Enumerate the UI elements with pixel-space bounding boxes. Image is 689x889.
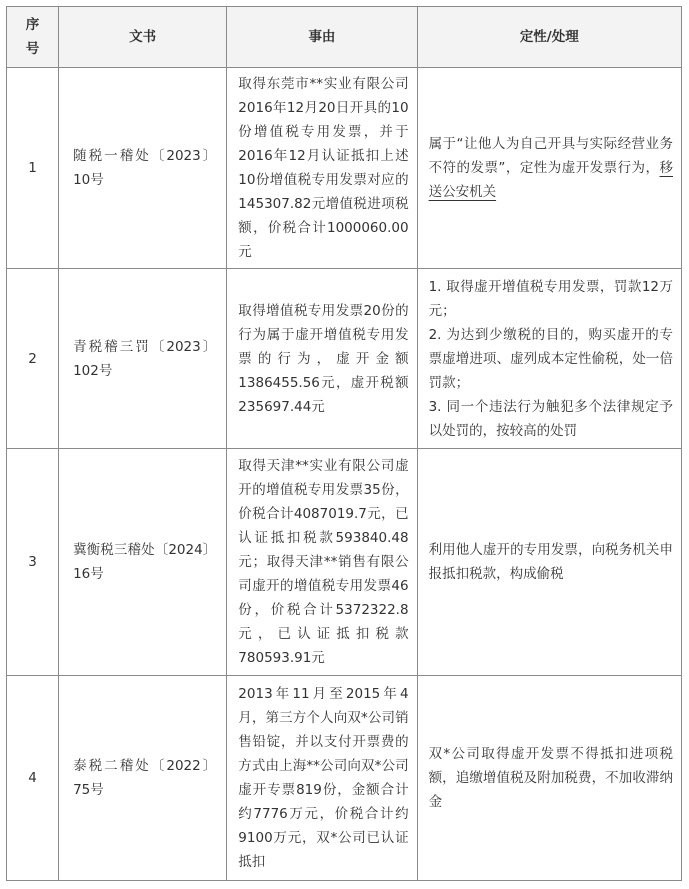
result-text: 利用他人虚开的专用发票，向税务机关申报抵扣税款，构成偷税: [428, 542, 673, 582]
reason-text: 2013年11月至2015年4月，第三方个人向双*公司销售铅锭，并以支付开票费的方式由上海**公司向双*公司虚开专票819份，金额合计约7776万元，价税合计约9100万元，双*公司已认证抵扣: [238, 686, 409, 870]
table-row: [7, 449, 682, 676]
result-cell: [417, 676, 681, 881]
header-no: [7, 7, 59, 68]
doc-number: 随税一稽处〔2023〕10号: [73, 148, 217, 188]
result-link: 移送公安机关: [428, 160, 673, 200]
result-item: 3. 同一个违法行为触犯多个法律规定予以处罚的，按较高的处罚: [428, 398, 673, 439]
reason-text: 取得天津**实业有限公司虚开的增值税专用发票35份，价税合计4087019.7元，已认证抵扣税款593840.48元；取得天津**销售有限公司虚开的增值税专用发票46份，价税合计5372322.8元，已认证抵扣税款780593.91元: [238, 458, 409, 666]
result-list: [418, 275, 681, 443]
result-main: 属于“让他人为自己开具与实际经营业务不符的发票”，定性为虚开发票行为，: [428, 136, 673, 176]
doc-cell: [59, 269, 227, 449]
row-number: 4: [7, 676, 59, 881]
row-number: 1: [7, 68, 59, 269]
reason-text: 取得增值税专用发票20份的行为属于虚开增值税专用发票的行为，虚开金额1386455.56元，虚开税额235697.44元: [238, 302, 409, 415]
reason-cell: [227, 449, 417, 676]
doc-number: 冀衡税三稽处〔2024〕16号: [73, 542, 217, 582]
row-number: 2: [7, 269, 59, 449]
reason-cell: [227, 676, 417, 881]
doc-cell: [59, 676, 227, 881]
header-result: 定性/处理: [417, 7, 681, 68]
reason-cell: [227, 269, 417, 449]
reason-text: 取得东莞市**实业有限公司2016年12月20日开具的10份增值税专用发票，并于2016年12月认证抵扣上述10份增值税专用发票对应的145307.82元增值税进项税额，价税合计1000060.00元: [238, 76, 409, 260]
result-item: 1. 取得虚开增值税专用发票，罚款12万元；: [428, 278, 673, 319]
header-row: [7, 7, 682, 68]
result-text: [418, 132, 681, 204]
result-cell: [417, 269, 681, 449]
table-row: [7, 68, 682, 269]
result-item: 2. 为达到少缴税的目的，购买虚开的专票虚增进项、虚列成本定性偷税，处一倍罚款；: [428, 326, 673, 391]
doc-number: 青税稽三罚〔2023〕102号: [73, 338, 217, 379]
doc-cell: [59, 449, 227, 676]
doc-number: 泰税二稽处〔2022〕75号: [73, 758, 217, 798]
result-cell: [417, 68, 681, 269]
doc-cell: [59, 68, 227, 269]
reason-cell: [227, 68, 417, 269]
result-text: 双*公司取得虚开发票不得抵扣进项税额，追缴增值税及附加税费，不加收滞纳金: [428, 746, 673, 810]
header-no-line2: 号: [25, 41, 40, 57]
case-table: [6, 6, 682, 881]
row-number: 3: [7, 449, 59, 676]
header-doc: 文书: [59, 7, 227, 68]
table-row: [7, 269, 682, 449]
header-no-line1: 序: [25, 17, 40, 33]
header-reason: 事由: [227, 7, 417, 68]
result-cell: [417, 449, 681, 676]
table-row: [7, 676, 682, 881]
